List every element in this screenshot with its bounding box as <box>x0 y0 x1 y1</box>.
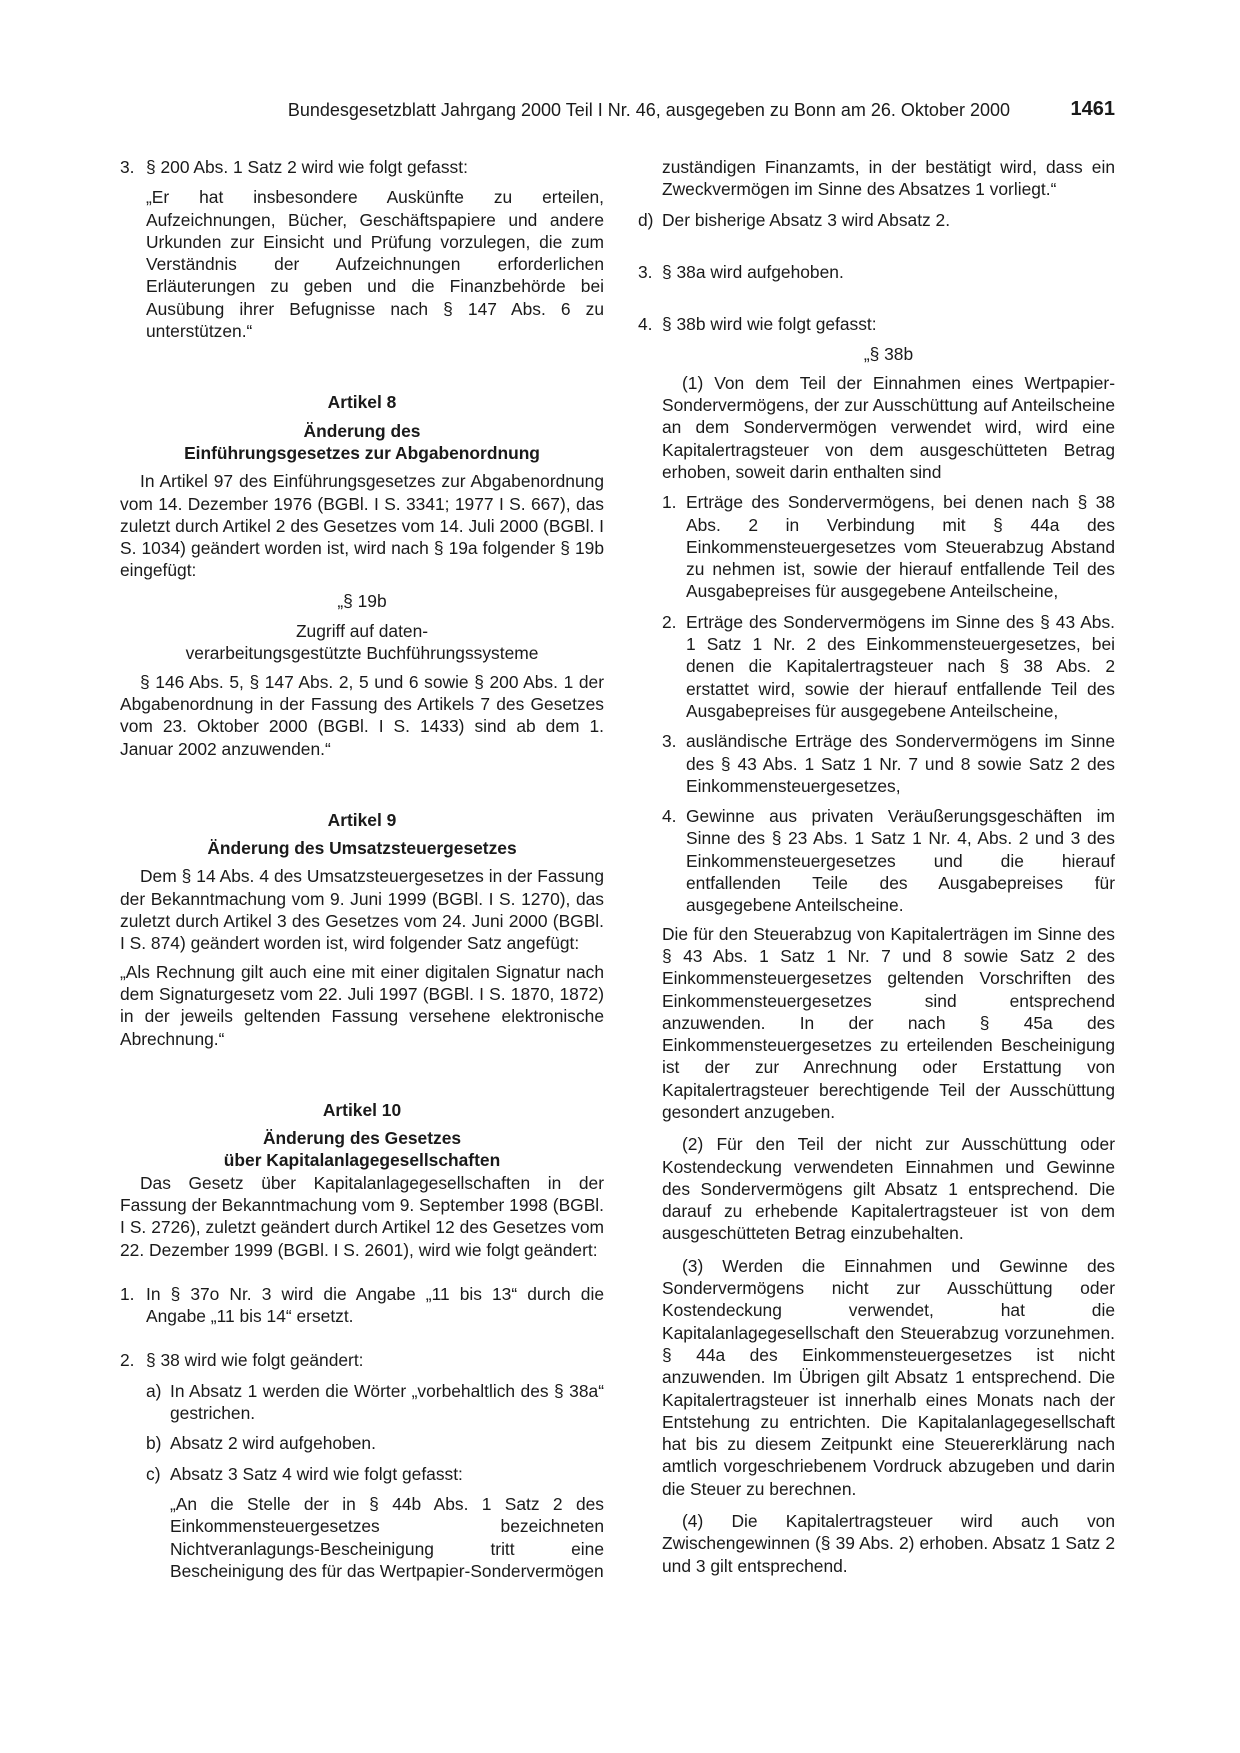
article-body: In Artikel 97 des Einführungsgesetzes zur Abgabenordnung vom 14. Dezember 1976 (BGBl. I S. 3341; 1977 I S. 667), das zuletzt durch Artikel 2 des Gesetzes vom 14. Juli 2000 (BGBl. I S. 1034) geändert worden ist, wird nach § 19a folgender § 19b eingefügt: <box>120 471 604 581</box>
list-item <box>638 261 1115 283</box>
item-text: § 200 Abs. 1 Satz 2 wird wie folgt gefasst: <box>146 157 468 177</box>
quote-paragraph: „Er hat insbesondere Auskünfte zu erteilen, Aufzeichnungen, Bücher, Geschäftspapiere und andere Urkunden zur Einsicht und Prüfung vorzulegen, die zum Verständnis der Aufzeichnungen erforderlichen Erläuterungen zu geben und die Finanzbehörde bei Ausübung ihrer Befugnisse nach § 147 Abs. 6 zu unterstützen.“ <box>146 187 604 342</box>
quote-paragraph: „An die Stelle der in § 44b Abs. 1 Satz 2 des Einkommensteuergesetzes bezeichneten Nichtveranlagungs-Bescheinigung tritt eine Bescheinigung des für das Wertpapier-Sondervermögen <box>170 1493 604 1581</box>
paragraph-text: (1) Von dem Teil der Einnahmen eines Wertpapier-Sondervermögens, der zur Ausschüttung auf Anteilscheine an dem Sondervermögen verwendet wird, wird eine Kapitalertragsteuer von dem ausgeschütteten Betrag erhoben, soweit darin enthalten sind <box>662 372 1115 482</box>
item-number: 3. <box>638 261 653 282</box>
item-text: Erträge des Sondervermögens im Sinne des § 43 Abs. 1 Satz 1 Nr. 2 des Einkommensteuergesetzes, bei denen die Kapitalertragsteuer nach § 38 Abs. 2 erstattet wird, sowie der hierauf entfallende Teil des Ausgabepreises für ausgegebene Anteilscheine, <box>686 611 1115 721</box>
paragraph-text: Die für den Steuerabzug von Kapitalerträgen im Sinne des § 43 Abs. 1 Satz 1 Nr. 7 und 8 sowie Satz 2 des Einkommensteuergesetzes geltenden Vorschriften des Einkommensteuergesetzes sind entsprechend anzuwenden. In der nach § 45a des Einkommensteuergesetzes zu erteilenden Bescheinigung ist der zur Anrechnung oder Erstattung von Kapitalertragsteuer berechtigende Teil der Ausschüttung gesondert anzugeben. <box>662 923 1115 1122</box>
paragraph-block <box>662 372 1115 1577</box>
paragraph-text: (4) Die Kapitalertragsteuer wird auch von Zwischengewinnen (§ 39 Abs. 2) erhoben. Absatz 1 Satz 2 und 3 gilt entsprechend. <box>662 1511 1115 1576</box>
page-header <box>120 98 1115 128</box>
item-text: Der bisherige Absatz 3 wird Absatz 2. <box>662 209 951 230</box>
item-number: 3. <box>120 157 135 177</box>
paragraph-text: (2) Für den Teil der nicht zur Ausschüttung oder Kostendeckung verwendeten Einnahmen und Gewinne des Sondervermögens gilt Absatz 1 entsprechend. Die darauf zu erhebende Kapitalertragsteuer ist von dem ausgeschütteten Betrag einzubehalten. <box>662 1134 1115 1244</box>
item-number: 1. <box>120 1283 135 1304</box>
paragraph-number: „§ 19b <box>337 590 387 611</box>
item-number: 2. <box>120 1350 135 1371</box>
item-letter: a) <box>146 1380 162 1401</box>
left-column <box>120 156 604 1582</box>
item-text: Gewinne aus privaten Veräußerungsgeschäften im Sinne des § 23 Abs. 1 Satz 1 Nr. 4, Abs. 2 und 3 des Einkommensteuergesetzes und die hierauf entfallenden Teile des Ausgabepreises für ausgegebene Anteilscheine. <box>686 806 1115 916</box>
sub-item <box>146 1380 604 1425</box>
item-text: ausländische Erträge des Sondervermögens im Sinne des § 43 Abs. 1 Satz 1 Nr. 7 und 8 sowie Satz 2 des Einkommensteuergesetzes, <box>686 731 1115 796</box>
right-column <box>638 156 1115 1577</box>
item-text: In § 37o Nr. 3 wird die Angabe „11 bis 13“ durch die Angabe „11 bis 14“ ersetzt. <box>146 1283 604 1327</box>
list-item <box>662 611 1115 722</box>
running-title: Bundesgesetzblatt Jahrgang 2000 Teil I Nr. 46, ausgegeben zu Bonn am 26. Oktober 2000 <box>287 100 1010 120</box>
article-title: Änderung des Gesetzes <box>262 1128 462 1149</box>
item-text: Absatz 3 Satz 4 wird wie folgt gefasst: <box>170 1463 463 1484</box>
quote-paragraph: „Als Rechnung gilt auch eine mit einer digitalen Signatur nach dem Signaturgesetz vom 22. Juli 1997 (BGBl. I S. 1870, 1872) in der jeweils geltenden Fassung versehene elektronische Abrechnung.“ <box>120 961 604 1049</box>
article-heading: Artikel 9 <box>327 809 397 830</box>
item-letter: c) <box>146 1463 161 1484</box>
list-item <box>120 156 604 178</box>
list-item <box>662 805 1115 916</box>
paragraph-number: „§ 38b <box>863 344 914 365</box>
article-body: Dem § 14 Abs. 4 des Umsatzsteuergesetzes in der Fassung der Bekanntmachung vom 9. Juni 1999 (BGBl. I S. 1270), das zuletzt durch Artikel 3 des Gesetzes vom 24. Juni 2000 (BGBl. I S. 874) geändert worden ist, wird folgender Satz angefügt: <box>120 866 604 954</box>
paragraph-text: (3) Werden die Einnahmen und Gewinne des Sondervermögens nicht zur Ausschüttung oder Kostendeckung verwendet, hat die Kapitalanlagegesellschaft den Steuerabzug vorzunehmen. § 44a des Einkommensteuergesetzes ist nicht anzuwenden. Im Übrigen gilt Absatz 1 entsprechend. Die Kapitalertragsteuer ist innerhalb eines Monats nach der Entstehung zu entrichten. Die Kapitalanlagegesellschaft hat bis zu diesem Zeitpunkt eine Steuererklärung nach amtlich vorgeschriebenem Vordruck abzugeben und darin die Steuer zu berechnen. <box>662 1255 1115 1499</box>
item-number: 1. <box>662 492 677 513</box>
item-number: 3. <box>662 731 677 752</box>
paragraph-body: § 146 Abs. 5, § 147 Abs. 2, 5 und 6 sowie § 200 Abs. 1 der Abgabenordnung in der Fassung des Artikels 7 des Gesetzes vom 23. Oktober 2000 (BGBl. I S. 1433) sind ab dem 1. Januar 2002 anzuwenden.“ <box>120 671 604 759</box>
item-text: § 38a wird aufgehoben. <box>662 261 844 282</box>
list-item <box>662 730 1115 797</box>
item-number: 4. <box>638 314 653 335</box>
item-letter: d) <box>638 209 654 230</box>
list-item <box>638 313 1115 335</box>
article-title: Änderung des Umsatzsteuergesetzes <box>207 838 517 859</box>
article-title: Änderung des <box>303 420 421 441</box>
article-title: Einführungsgesetzes zur Abgabenordnung <box>184 442 540 463</box>
article-title: über Kapitalanlagegesellschaften <box>223 1150 501 1171</box>
paragraph-title: Zugriff auf daten- <box>295 621 429 642</box>
quote-paragraph: zuständigen Finanzamts, in der bestätigt wird, dass ein Zweckvermögen im Sinne des Absatzes 1 vorliegt.“ <box>662 157 1115 200</box>
paragraph-title: verarbeitungsgestützte Buchführungssysteme <box>185 643 539 664</box>
article-heading: Artikel 10 <box>322 1099 402 1120</box>
item-text: § 38 wird wie folgt geändert: <box>146 1350 364 1371</box>
list-item <box>120 1349 604 1371</box>
item-text: Absatz 2 wird aufgehoben. <box>170 1433 376 1454</box>
page-number: 1461 <box>1070 98 1115 120</box>
article-body: Das Gesetz über Kapitalanlagegesellschaften in der Fassung der Bekanntmachung vom 9. September 1998 (BGBl. I S. 2726), zuletzt geändert durch Artikel 12 des Gesetzes vom 22. Dezember 1999 (BGBl. I S. 2601), wird wie folgt geändert: <box>120 1172 604 1260</box>
item-number: 2. <box>662 611 677 632</box>
list-item <box>662 491 1115 602</box>
list-item <box>120 1283 604 1328</box>
item-number: 4. <box>662 806 677 827</box>
item-text: § 38b wird wie folgt gefasst: <box>662 314 877 335</box>
item-text: Erträge des Sondervermögens, bei denen nach § 38 Abs. 2 in Verbindung mit § 44a des Einkommensteuergesetzes vom Steuerabzug Abstand zu nehmen ist, sowie der hierauf entfallende Teil des Ausgabepreises für ausgegebene Anteilscheine, <box>686 492 1115 602</box>
sub-item <box>638 209 1115 231</box>
sub-item <box>146 1463 604 1485</box>
item-letter: b) <box>146 1433 162 1454</box>
article-heading: Artikel 8 <box>327 392 397 413</box>
item-text: In Absatz 1 werden die Wörter „vorbehaltlich des § 38a“ gestrichen. <box>170 1380 604 1424</box>
sub-item <box>146 1432 604 1454</box>
